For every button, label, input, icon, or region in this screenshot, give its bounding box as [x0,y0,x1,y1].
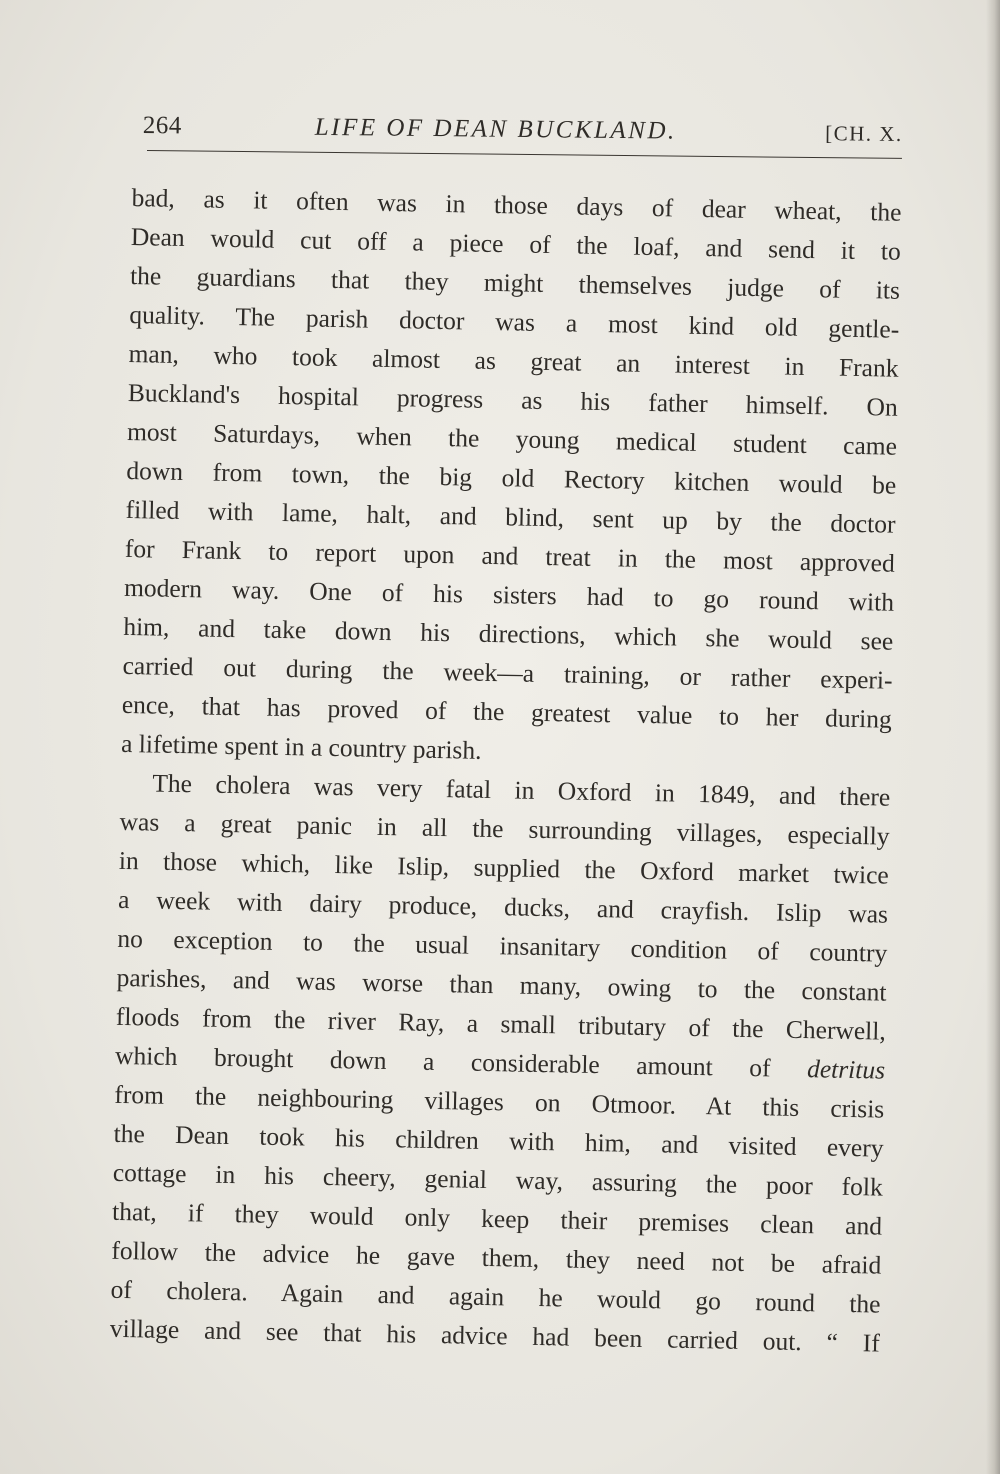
text-line: was a great panic in all the surrounding villages, especially [119,806,890,851]
text-line: a week with dairy produce, ducks, and crayfish. Islip was [117,884,889,929]
text-line: no exception to the usual insanitary condition of country [117,923,888,968]
text-line: down from town, the big old Rectory kitchen would be [126,455,897,500]
text-line: Dean would cut off a piece of the loaf, and send it to [130,221,902,266]
text-line: the Dean took his children with him, and visited every [113,1118,884,1163]
text-line: ence, that has proved of the greatest value to her during [121,689,893,734]
text-line: village and see that his advice had been carried out. “ If [109,1313,881,1358]
text-line: filled with lame, halt, and blind, sent up by the doctor [125,494,896,539]
text-line: floods from the river Ray, a small tributary of the Cherwell, [115,1001,887,1046]
text-line: parishes, and was worse than many, owing to the constant [116,962,887,1007]
chapter-reference: [CH. X. [825,121,903,146]
running-header [143,108,903,156]
page-edge-shadow [986,0,1000,1474]
paragraph-2 [110,763,891,1363]
text-line: modern way. One of his sisters had to go round with [123,572,895,617]
text-line: in those which, like Islip, supplied the Oxford market twice [118,845,890,890]
text-fragment: which brought down a considerable amount of [114,1040,771,1083]
text-line: bad, as it often was in those days of dear wheat, the [131,182,902,227]
text-line: follow the advice he gave them, they need not be afraid [111,1235,882,1280]
text-line: him, and take down his directions, which she would see [123,611,894,656]
text-line: most Saturdays, when the young medical student came [126,416,898,461]
body-text [110,178,902,1363]
paragraph-1 [121,178,902,778]
text-line: that, if they would only keep their premises clean and [111,1196,883,1241]
text-line: cottage in his cheery, genial way, assuring the poor folk [112,1157,884,1202]
page-number: 264 [142,111,182,140]
text-line: from the neighbouring villages on Otmoor. At this crisis [114,1079,885,1124]
italic-word: detritus [806,1054,886,1085]
text-line: man, who took almost as great an interest in Frank [128,338,899,383]
text-line: The cholera was very fatal in Oxford in 1849, and there [152,768,891,812]
text-line: carried out during the week—a training, or rather experi- [122,650,893,695]
text-line: a lifetime spent in a country parish. [120,728,482,765]
text-line: quality. The parish doctor was a most kind old gentle- [129,299,900,344]
running-title: LIFE OF DEAN BUCKLAND. [314,113,677,145]
text-line: for Frank to report upon and treat in the most approved [124,533,896,578]
text-line: the guardians that they might themselves judge of its [129,260,901,305]
text-line: of cholera. Again and again he would go round the [110,1274,881,1319]
text-line: Buckland's hospital progress as his father himself. On [127,377,899,422]
